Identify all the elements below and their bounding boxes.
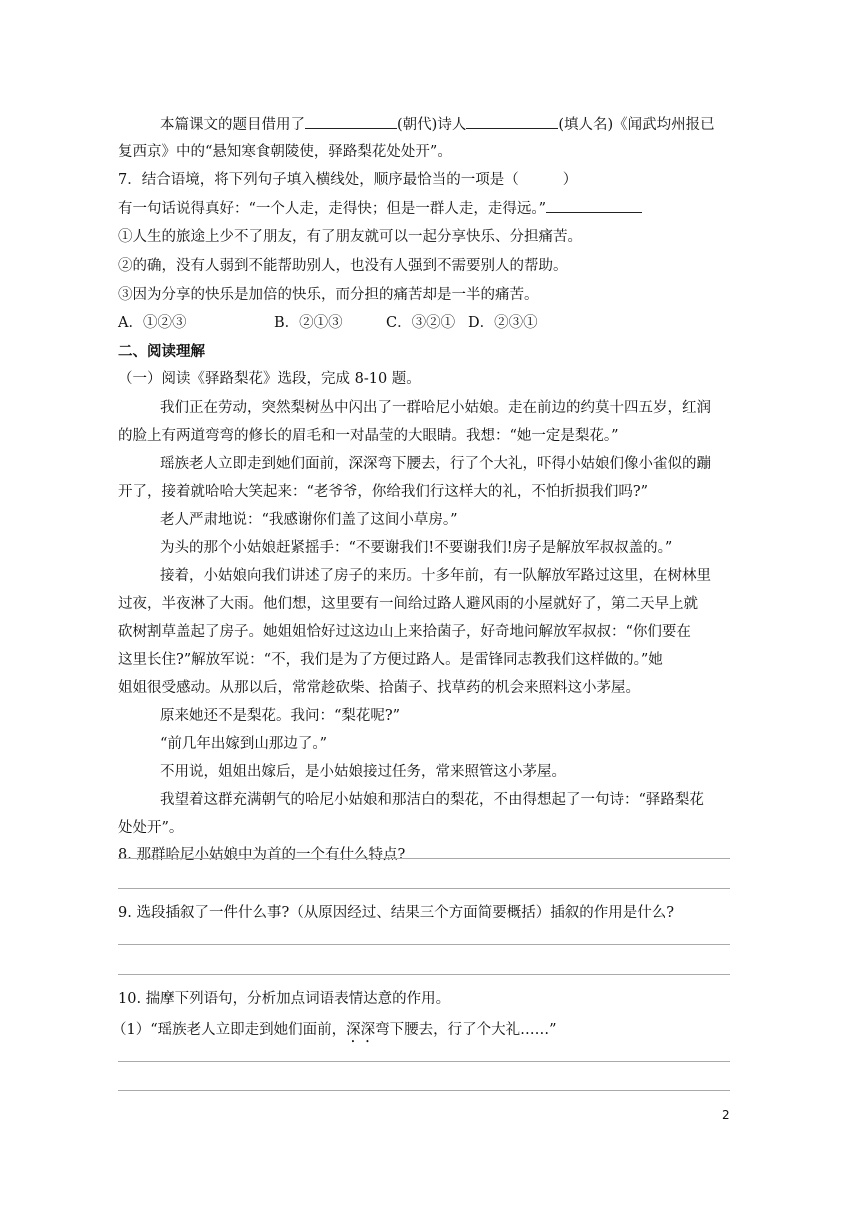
passage-p4: 为头的那个小姑娘赶紧摇手：“不要谢我们!不要谢我们!房子是解放军叔叔盖的。” [160, 540, 673, 556]
q9-answer-line-1[interactable] [118, 944, 730, 945]
passage-p6: 原来她还不是梨花。我问：“梨花呢?” [160, 708, 401, 724]
q10-dotted-word: 深深 [346, 1022, 376, 1038]
passage-p8: 不用说，姐姐出嫁后，是小姑娘接过任务，常来照管这小茅屋。 [160, 764, 566, 780]
passage-p2-line2: 开了，接着就哈哈大笑起来：“老爷爷，你给我们行这样大的礼，不怕折损我们吗?” [118, 484, 649, 500]
q7-sentence-1: ①人生的旅途上少不了朋友，有了朋友就可以一起分享快乐、分担痛苦。 [118, 229, 582, 245]
page-number: 2 [722, 1108, 730, 1122]
q10-answer-line-2[interactable] [118, 1090, 730, 1091]
q7-sentence-3: ③因为分享的快乐是加倍的快乐，而分担的痛苦却是一半的痛苦。 [118, 287, 539, 303]
q7-stem-close: ） [562, 172, 578, 188]
passage-p9-line1: 我望着这群充满朝气的哈尼小姑娘和那洁白的梨花，不由得想起了一句诗：“驿路梨花 [160, 792, 704, 808]
q7-option-a[interactable]: A．①②③ [118, 315, 187, 331]
q7-options [118, 313, 738, 333]
passage-p7: “前几年出嫁到山那边了。” [160, 736, 328, 752]
passage-p5-line4: 这里长住?”解放军说：“不，我们是为了方便过路人。是雷锋同志教我们这样做的。”她 [118, 652, 663, 668]
q7-option-b[interactable]: B．②①③ [274, 315, 343, 331]
passage-p5-line1: 接着，小姑娘向我们讲述了房子的来历。十多年前，有一队解放军路过这里，在树林里 [160, 568, 711, 584]
q9-question: 9. 选段插叙了一件什么事?（从原因经过、结果三个方面简要概括）插叙的作用是什么? [118, 905, 674, 921]
passage-p5-line2: 过夜，半夜淋了大雨。他们想，这里要有一间给过路人避风雨的小屋就好了，第二天早上就 [118, 596, 698, 612]
answer-blank-poet[interactable] [466, 114, 558, 129]
q8-answer-line-2[interactable] [118, 888, 730, 889]
passage-p1-line1: 我们正在劳动，突然梨树丛中闪出了一群哈尼小姑娘。走在前边的约莫十四五岁，红润 [160, 400, 711, 416]
q6-text-a: 本篇课文的题目借用了 [160, 117, 305, 133]
reading-part-title: （一）阅读《驿路梨花》选段，完成 8-10 题。 [118, 371, 421, 387]
q7-sentence-2: ②的确，没有人弱到不能帮助别人，也没有人强到不需要别人的帮助。 [118, 258, 568, 274]
passage-p2-line1: 瑶族老人立即走到她们面前，深深弯下腰去，行了个大礼，吓得小姑娘们像小雀似的蹦 [160, 456, 711, 472]
q10-sub1-text-a: （1）“瑶族老人立即走到她们面前， [112, 1022, 347, 1038]
q6-text-b: (朝代)诗人 [397, 117, 467, 133]
q7-stem-text: 7．结合语境，将下列句子填入横线处，顺序最恰当的一项是（ [118, 172, 519, 188]
passage-p1-line2: 的脸上有两道弯弯的修长的眉毛和一对晶莹的大眼睛。我想：“她一定是梨花。” [118, 428, 619, 444]
q7-option-d[interactable]: D．②③① [468, 315, 538, 331]
passage-p9-line2: 处处开”。 [118, 820, 184, 836]
passage-p5-line5: 姐姐很受感动。从那以后，常常趁砍柴、拾菌子、找草药的机会来照料这小茅屋。 [118, 680, 640, 696]
q7-option-c[interactable]: C．③②① [386, 315, 456, 331]
passage-p5-line3: 砍树割草盖起了房子。她姐姐恰好过这边山上来拾菌子，好奇地问解放军叔叔：“你们要在 [118, 624, 691, 640]
q10-question: 10. 揣摩下列语句，分析加点词语表情达意的作用。 [118, 991, 451, 1007]
q7-fill-blank[interactable] [546, 198, 642, 213]
passage-p3: 老人严肃地说：“我感谢你们盖了这间小草房。” [160, 512, 458, 528]
answer-blank-dynasty[interactable] [305, 114, 397, 129]
q7-quote [118, 198, 738, 219]
q10-sub1-text-b: 弯下腰去，行了个大礼……” [375, 1022, 557, 1038]
q8-answer-line-1[interactable] [118, 858, 730, 859]
q7-stem [118, 170, 738, 190]
q6-text-c: (填人名)《闻武均州报已 [558, 117, 715, 133]
section-heading: 二、阅读理解 [118, 344, 205, 360]
q8-question: 8. 那群哈尼小姑娘中为首的一个有什么特点? [118, 847, 406, 863]
q7-quote-text: 有一句话说得真好：“一个人走，走得快；但是一群人走，走得远。” [118, 201, 547, 217]
q10-answer-line-1[interactable] [118, 1061, 730, 1062]
q6-line2: 复西京》中的“悬知寒食朝陵使，驿路梨花处处开”。 [118, 144, 452, 160]
q10-sub1 [112, 1020, 732, 1046]
q6-line1 [160, 114, 740, 135]
q9-answer-line-2[interactable] [118, 974, 730, 975]
